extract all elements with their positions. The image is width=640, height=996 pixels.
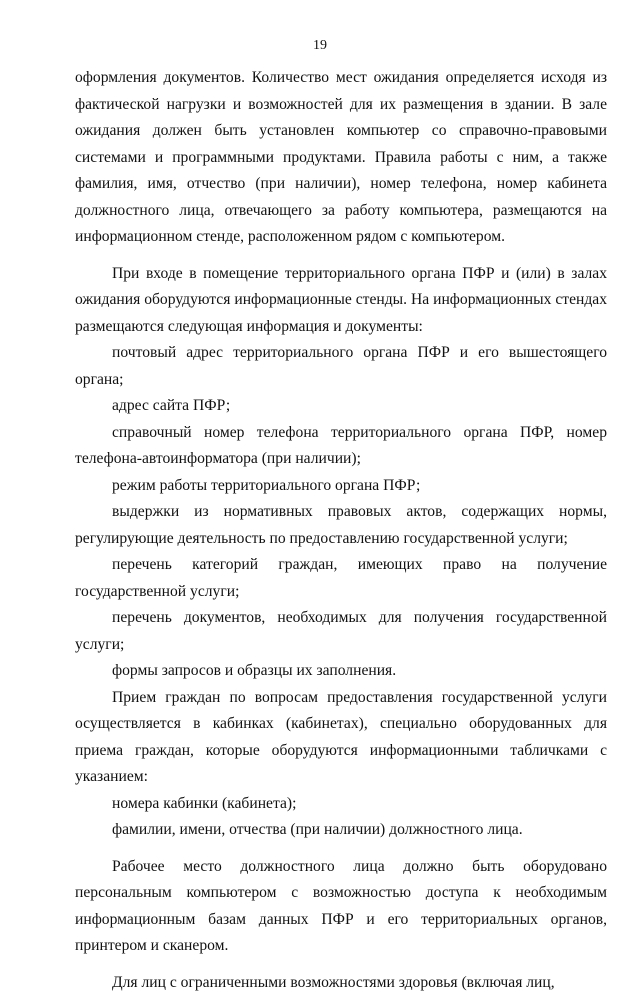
list-item-request-forms: формы запросов и образцы их заполнения.: [75, 658, 607, 685]
list-item-site-address: адрес сайта ПФР;: [75, 393, 607, 420]
list-item-citizen-categories: перечень категорий граждан, имеющих право на получение государственной услуги;: [75, 552, 607, 605]
paragraph-workplace-equipment: Рабочее место должностного лица должно быть оборудовано персональным компьютером с возможностью доступа к необходимым информационным базам данных ПФР и его территориальных органов, принтером и сканером.: [75, 854, 607, 960]
paragraph-waiting-hall: оформления документов. Количество мест ожидания определяется исходя из фактической нагрузки и возможностей для их размещения в здании. В зале ожидания должен быть установлен компьютер со справочно-правовыми системами и программными продуктами. Правила работы с ним, а также фамилия, имя, отчество (при наличии), номер телефона, номер кабинета должностного лица, отвечающего за работу компьютера, размещаются на информационном стенде, расположенном рядом с компьютером.: [75, 65, 607, 251]
paragraph-disabilities-start: Для лиц с ограниченными возможностями здоровья (включая лиц,: [75, 970, 607, 996]
paragraph-info-stands: При входе в помещение территориального органа ПФР и (или) в залах ожидания оборудуются информационные стенды. На информационных стендах размещаются следующая информация и документы:: [75, 261, 607, 341]
list-item-phone-number: справочный номер телефона территориального органа ПФР, номер телефона-автоинформатора (при наличии);: [75, 420, 607, 473]
document-body: [75, 65, 607, 996]
paragraph-reception-booths: Прием граждан по вопросам предоставления государственной услуги осуществляется в кабинках (кабинетах), специально оборудованных для приема граждан, которые оборудуются информационными табличками с указанием:: [75, 685, 607, 791]
list-item-official-name: фамилии, имени, отчества (при наличии) должностного лица.: [75, 817, 607, 844]
list-item-booth-number: номера кабинки (кабинета);: [75, 791, 607, 818]
list-item-work-schedule: режим работы территориального органа ПФР;: [75, 473, 607, 500]
list-item-required-documents: перечень документов, необходимых для получения государственной услуги;: [75, 605, 607, 658]
list-item-postal-address: почтовый адрес территориального органа ПФР и его вышестоящего органа;: [75, 340, 607, 393]
page-number: 19: [0, 38, 640, 54]
list-item-regulation-extracts: выдержки из нормативных правовых актов, содержащих нормы, регулирующие деятельность по предоставлению государственной услуги;: [75, 499, 607, 552]
